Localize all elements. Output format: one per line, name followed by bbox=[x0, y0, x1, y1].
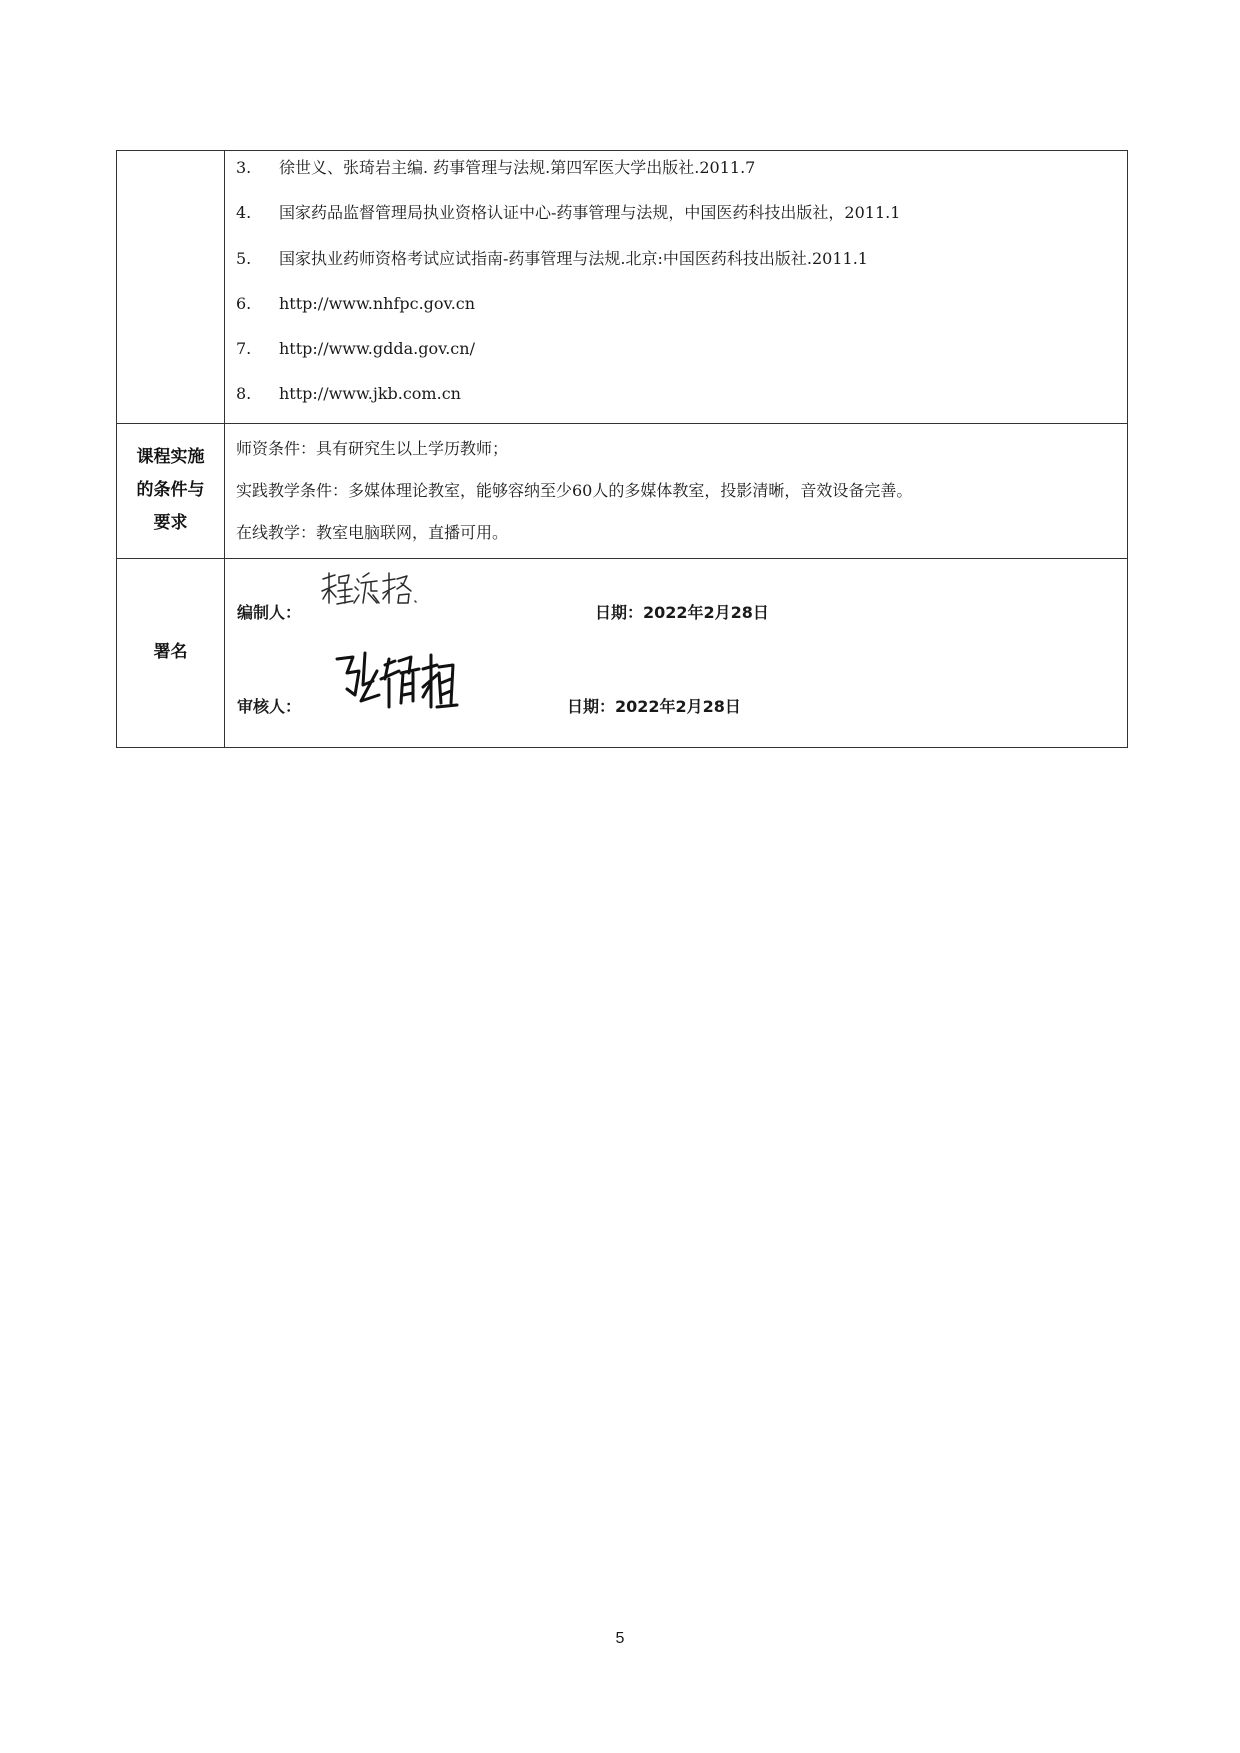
signature-label: 署名 bbox=[153, 642, 188, 663]
condition-online: 在线教学：教室电脑联网，直播可用。 bbox=[236, 522, 509, 542]
conditions-row bbox=[117, 423, 1128, 558]
reference-number: 5. bbox=[236, 248, 252, 268]
reference-number: 8. bbox=[236, 384, 252, 404]
reference-item bbox=[236, 242, 1127, 287]
references-content-cell bbox=[225, 151, 1128, 424]
compiler-label: 编制人： bbox=[237, 602, 302, 622]
page-number: 5 bbox=[615, 1630, 625, 1647]
conditions-label-line: 要求 bbox=[153, 513, 188, 534]
reviewer-date: 日期：2022年2月28日 bbox=[567, 696, 741, 716]
reference-url: http://www.nhfpc.gov.cn bbox=[279, 293, 476, 313]
conditions-label-line: 课程实施 bbox=[136, 447, 205, 468]
course-info-table bbox=[116, 150, 1128, 748]
reference-text: 徐世义、张琦岩主编. 药事管理与法规.第四军医大学出版社.2011.7 bbox=[279, 158, 756, 177]
reference-text: 国家执业药师资格考试应试指南-药事管理与法规.北京:中国医药科技出版社.2011.1 bbox=[279, 248, 868, 268]
compiler-signature bbox=[319, 567, 419, 611]
reference-url: http://www.gdda.gov.cn/ bbox=[279, 339, 475, 359]
reference-number: 7. bbox=[236, 339, 252, 359]
reference-url: http://www.jkb.com.cn bbox=[279, 384, 461, 404]
reference-number: 4. bbox=[236, 203, 252, 223]
references-label-cell bbox=[117, 151, 225, 424]
reference-item bbox=[236, 377, 1127, 422]
reference-list bbox=[225, 151, 1127, 423]
reference-number: 3. bbox=[236, 158, 252, 177]
reference-text: 国家药品监督管理局执业资格认证中心-药事管理与法规，中国医药科技出版社，2011.1 bbox=[279, 203, 901, 223]
signature-row bbox=[117, 558, 1128, 747]
references-row bbox=[117, 151, 1128, 424]
reference-item bbox=[236, 332, 1127, 377]
condition-practice: 实践教学条件：多媒体理论教室，能够容纳至少60人的多媒体教室，投影清晰，音效设备完善。 bbox=[236, 480, 913, 500]
reference-item bbox=[236, 196, 1127, 241]
reviewer-label: 审核人： bbox=[237, 696, 302, 716]
compiler-date: 日期：2022年2月28日 bbox=[595, 602, 769, 622]
condition-faculty: 师资条件：具有研究生以上学历教师； bbox=[236, 438, 509, 458]
reviewer-signature bbox=[333, 649, 463, 715]
conditions-label-line: 的条件与 bbox=[136, 480, 205, 501]
conditions-label-cell bbox=[117, 423, 225, 558]
signature-content-cell bbox=[225, 558, 1128, 747]
conditions-content-cell bbox=[225, 423, 1128, 558]
signature-label-cell bbox=[117, 558, 225, 747]
reference-number: 6. bbox=[236, 293, 252, 313]
reference-item bbox=[236, 287, 1127, 332]
reference-item bbox=[236, 151, 1127, 196]
